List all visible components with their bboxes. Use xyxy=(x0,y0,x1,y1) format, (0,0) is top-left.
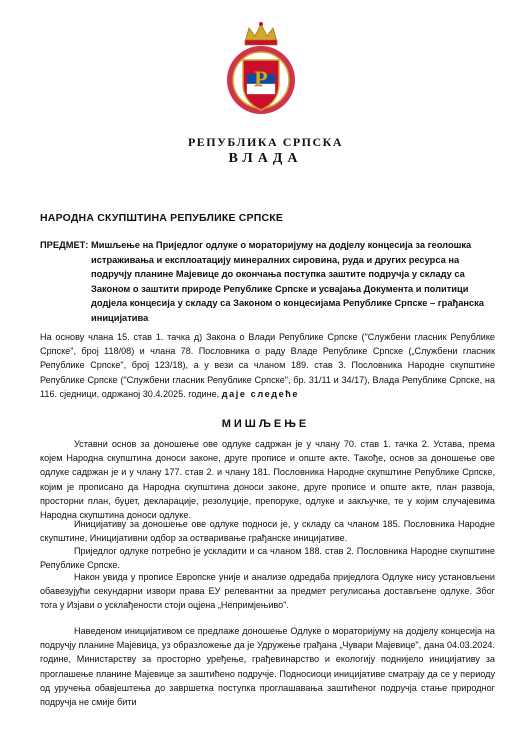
svg-text:Р: Р xyxy=(254,66,268,91)
subject-text: Мишљење на Приједлог одлуке о мораторијуму на додјелу концесија за геолошка истраживања и експлоатацију минералних сировина, руда и других ресурса на подручју планине Мајевице до окончања поступка заштите подручја у складу са Законом о заштити природе Републике Српске и усвајања Документа и политици додјела концесија у складу са Законом о концесијама Републике Српске – грађанска иницијатива xyxy=(91,240,484,323)
subject-label: ПРЕДМЕТ: xyxy=(40,240,89,250)
intro-paragraph xyxy=(40,330,495,401)
intro-closing: даје следеће xyxy=(221,388,300,399)
opinion-title: МИШЉЕЊЕ xyxy=(221,418,310,430)
body-paragraph: Након увида у прописе Европске уније и анализе одредаба приједлога Одлуке нису установљени обавезујући секундарни извори права ЕУ релевантни за предмет регулисања достављене одлуке. Због тога у Изјави о усклађености стоји оцјена „Непримјењиво". xyxy=(40,572,495,611)
body-paragraph: Уставни основ за доношење ове одлуке садржан је у члану 70. став 1. тачка 2. Устава, према којем Народна скупштина доноси законе, друге прописе и опште акте. Такође, основ за доношење ове одлуке садржан је и у члану 177. став 2. и члану 181. Пословника Народне скупштине Републике Српске, којим је прописано да Народна скупштина доноси законе, друге прописе и опште акте, план развоја, просторни план, буџет, декларације, резолуције, препоруке, одлуке и закључке, те у којим случајевима Народна скупштина доноси одлуке. xyxy=(40,439,495,521)
republic-name: РЕПУБЛИКА СРПСКА xyxy=(187,135,344,149)
recipient: НАРОДНА СКУПШТИНА РЕПУБЛИКЕ СРПСКЕ xyxy=(40,212,284,224)
body-paragraph: Наведеном иницијативом се предлаже доношење Одлуке о мораторијуму на додјелу концесија на подручју планине Мајевица, уз образложење да је Удружење грађана „Чувари Мајевице", дана 04.03.2024. године, Министарству за просторно уређење, грађевинарство и екологију поднијело иницијативу за проглашење планине Мајевице за заштићено подручје. Подносиоци иницијативе сматрају да се у периоду од уручења обавјештења до завршетка поступка проглашавања заштићеног подручја стање природног подручја не смије бити xyxy=(40,626,495,708)
body-paragraph: Иницијативу за доношење ове одлуке подноси је, у складу са чланом 185. Пословника Народне скупштине, Иницијативни одбор за остваривање грађанске иницијативе. xyxy=(40,519,495,544)
intro-text: На основу члана 15. став 1. тачка д) Закона о Влади Републике Српске ("Службени гласник Републике Српске", број 118/08) и члана 78. Пословника о раду Владе Републике Српске („Службени гласник Републике Српске", број 123/18), а у вези са чланом 189. став 3. Пословника Народне скупштине Републике Српске ("Службени гласник Републике Српске", бр. 31/11 и 34/17), Влада Републике Српске, на 116. сједници, одржаној 30.4.2025. године, xyxy=(40,332,495,399)
government-name: ВЛАДА xyxy=(228,151,303,166)
coat-of-arms-icon xyxy=(225,20,297,120)
body-paragraph: Приједлог одлуке потребно је ускладити и са чланом 188. став 2. Пословника Народне скупштине Републике Српске. xyxy=(40,546,495,571)
